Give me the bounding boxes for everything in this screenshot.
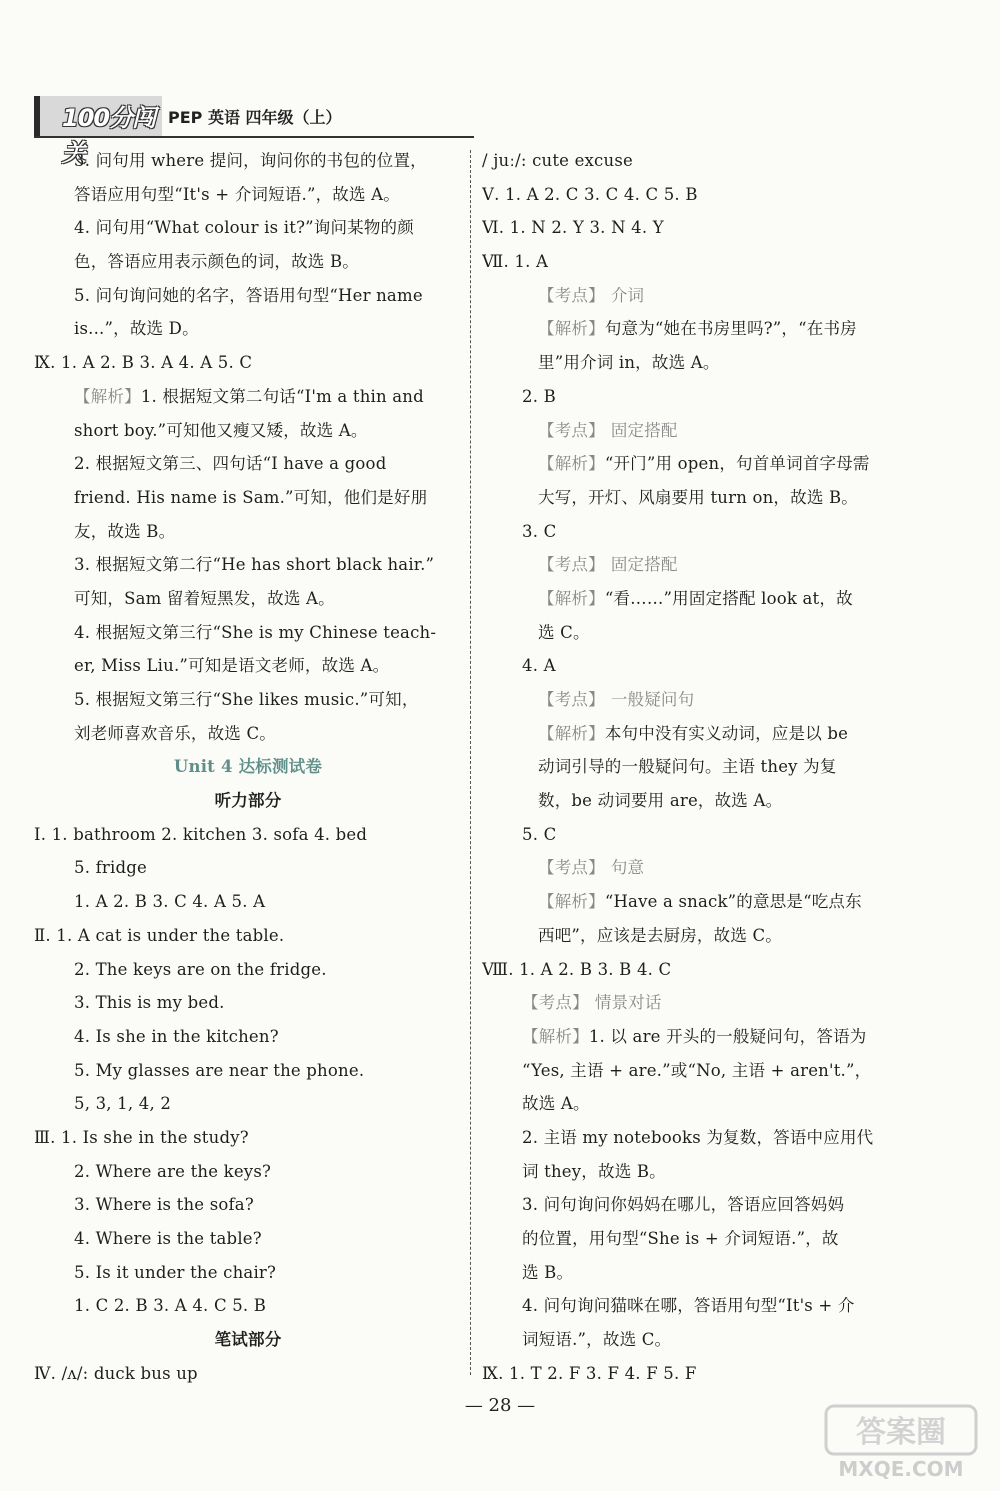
book-title: PEP 英语 四年级（上）	[168, 108, 342, 127]
line-text: 里”用介词 in，故选 A。	[538, 353, 720, 373]
text-line	[482, 986, 902, 1020]
line-text: 刘老师喜欢音乐，故选 C。	[74, 723, 276, 743]
text-line	[482, 346, 902, 380]
line-text: Ⅱ. 1. A cat is under the table.	[34, 925, 285, 945]
line-text: Ⅷ. 1. A 2. B 3. B 4. C	[482, 959, 672, 979]
line-text: 5, 3, 1, 4, 2	[74, 1094, 172, 1114]
section-tag: 【考点】	[538, 858, 605, 878]
line-text: 2. 主语 my notebooks 为复数，答语中应用代	[522, 1127, 874, 1147]
text-line	[34, 515, 462, 549]
text-line	[34, 1155, 462, 1189]
text-line	[34, 414, 462, 448]
text-line	[482, 1357, 902, 1391]
right-column	[482, 144, 902, 1390]
watermark-text: 答案圈	[856, 1415, 946, 1450]
line-text: Ⅳ. /ʌ/: duck bus up	[34, 1363, 198, 1383]
line-text: 4. 问句询问猫咪在哪，答语用句型“It's + 介	[522, 1296, 855, 1316]
text-line	[34, 211, 462, 245]
text-line	[482, 211, 902, 245]
line-text: 答语应用句型“It's + 介词短语.”，故选 A。	[74, 184, 400, 204]
text-line	[34, 582, 462, 616]
header-rule	[34, 136, 474, 138]
line-text: Ⅲ. 1. Is she in the study?	[34, 1127, 249, 1147]
line-text: 3. C	[522, 521, 557, 541]
line-text: 句意为“她在书房里吗?”，“在书房	[604, 319, 857, 339]
section-tag: 【解析】	[522, 1026, 589, 1046]
text-line	[34, 717, 462, 751]
line-text: 介词	[610, 285, 645, 305]
watermark-logo	[820, 1400, 985, 1485]
line-text: Ⅰ. 1. bathroom 2. kitchen 3. sofa 4. bed	[34, 824, 368, 844]
text-line	[482, 851, 902, 885]
line-text: 1. A 2. B 3. C 4. A 5. A	[74, 892, 266, 912]
line-text: Ⅸ. 1. T 2. F 3. F 4. F 5. F	[482, 1363, 697, 1383]
line-text: 一般疑问句	[610, 690, 695, 709]
text-line	[482, 1188, 902, 1222]
logo	[34, 96, 162, 167]
text-line	[482, 1087, 902, 1121]
line-text: 1. C 2. B 3. A 4. C 5. B	[74, 1296, 267, 1316]
line-text: “Have a snack”的意思是“吃点东	[604, 892, 862, 912]
line-text: Unit 4 达标测试卷	[173, 757, 323, 777]
text-line	[34, 1357, 462, 1391]
line-text: 1. 根据短文第二句话“I'm a thin and	[140, 386, 424, 406]
text-line	[34, 1222, 462, 1256]
line-text: 4. 根据短文第三行“She is my Chinese teach-	[74, 622, 437, 642]
section-tag: 【考点】	[538, 420, 605, 440]
line-text: 2. B	[522, 386, 556, 406]
line-text: Ⅴ. 1. A 2. C 3. C 4. C 5. B	[482, 184, 698, 204]
text-line	[34, 1188, 462, 1222]
section-tag: 【解析】	[74, 386, 141, 406]
line-text: short boy.”可知他又瘦又矮，故选 A。	[74, 420, 368, 440]
section-tag: 【考点】	[538, 555, 605, 575]
line-text: 2. Where are the keys?	[74, 1161, 272, 1181]
line-text: 1. 以 are 开头的一般疑问句，答语为	[588, 1026, 867, 1046]
text-line	[34, 683, 462, 717]
line-text: 5. 问句询问她的名字，答语用句型“Her name	[74, 285, 423, 305]
line-text: 4. A	[522, 656, 556, 676]
line-text: 5. 根据短文第三行“She likes music.”可知，	[74, 690, 419, 709]
line-text: friend. His name is Sam.”可知，他们是好朋	[74, 487, 428, 507]
text-line	[482, 515, 902, 549]
section-tag: 【考点】	[522, 993, 589, 1013]
line-text: 词短语.”，故选 C。	[522, 1330, 672, 1350]
text-line	[482, 953, 902, 987]
text-line	[34, 1289, 462, 1323]
line-text: 动词引导的一般疑问句。主语 they 为复	[538, 757, 837, 777]
line-text: 3. Where is the sofa?	[74, 1195, 254, 1215]
line-text: Ⅸ. 1. A 2. B 3. A 4. A 5. C	[34, 353, 253, 373]
text-line	[34, 1323, 462, 1357]
text-line	[34, 885, 462, 919]
text-line	[34, 649, 462, 683]
text-line	[482, 582, 902, 616]
line-text: 听力部分	[214, 791, 282, 811]
text-line	[34, 144, 462, 178]
text-line	[482, 649, 902, 683]
line-text: 西吧”，应该是去厨房，故选 C。	[538, 925, 783, 945]
section-tag: 【解析】	[538, 723, 605, 743]
text-line	[34, 279, 462, 313]
text-line	[34, 481, 462, 515]
line-text: 4. Is she in the kitchen?	[74, 1026, 279, 1046]
text-line	[482, 717, 902, 751]
section-tag: 【考点】	[538, 690, 605, 709]
line-text: 固定搭配	[610, 420, 678, 440]
line-text: 5. C	[522, 824, 557, 844]
section-tag: 【解析】	[538, 892, 605, 912]
column-divider	[470, 150, 471, 1375]
line-text: 选 C。	[538, 622, 590, 642]
page-number: — 28 —	[464, 1395, 536, 1416]
line-text: Ⅵ. 1. N 2. Y 3. N 4. Y	[482, 218, 664, 238]
text-line	[482, 885, 902, 919]
section-tag: 【解析】	[538, 319, 605, 339]
line-text: is...”，故选 D。	[74, 319, 199, 339]
line-text: 2. 根据短文第三、四句话“I have a good	[74, 454, 387, 474]
text-line	[482, 1121, 902, 1155]
text-line	[34, 1087, 462, 1121]
text-line	[34, 447, 462, 481]
line-text: 3. This is my bed.	[74, 993, 225, 1013]
text-line	[34, 548, 462, 582]
text-line	[482, 784, 902, 818]
text-line	[34, 1020, 462, 1054]
line-text: 3. 问句询问你妈妈在哪儿，答语应回答妈妈	[522, 1195, 845, 1215]
text-line	[482, 616, 902, 650]
text-line	[34, 245, 462, 279]
text-line	[34, 818, 462, 852]
line-text: 词 they，故选 B。	[522, 1161, 666, 1181]
text-line	[482, 245, 902, 279]
line-text: 5. fridge	[74, 858, 147, 878]
text-line	[34, 919, 462, 953]
line-text: 3. 问句用 where 提问，询问你的书包的位置，	[74, 151, 427, 170]
text-line	[34, 1121, 462, 1155]
text-line	[34, 851, 462, 885]
text-line	[482, 1289, 902, 1323]
line-text: 故选 A。	[522, 1094, 590, 1114]
line-text: 笔试部分	[214, 1330, 282, 1350]
section-tag: 【解析】	[538, 588, 605, 608]
text-line	[34, 346, 462, 380]
line-text: 大写，开灯、风扇要用 turn on，故选 B。	[538, 487, 858, 507]
text-line	[34, 953, 462, 987]
line-text: 色，答语应用表示颜色的词，故选 B。	[74, 252, 359, 272]
text-line	[482, 178, 902, 212]
logo-text: 100分闯关	[62, 104, 156, 167]
text-line	[34, 1054, 462, 1088]
text-line	[34, 750, 462, 784]
text-line	[482, 1256, 902, 1290]
text-line	[34, 986, 462, 1020]
line-text: 固定搭配	[610, 555, 678, 575]
line-text: 5. My glasses are near the phone.	[74, 1060, 365, 1080]
section-tag: 【考点】	[538, 285, 605, 305]
text-line	[34, 1256, 462, 1290]
line-text: 本句中没有实义动词，应是以 be	[604, 723, 849, 743]
text-line	[482, 1020, 902, 1054]
text-line	[482, 750, 902, 784]
line-text: “看……”用固定搭配 look at，故	[604, 588, 853, 608]
line-text: 友，故选 B。	[74, 521, 176, 541]
section-tag: 【解析】	[538, 454, 605, 474]
text-line	[482, 1155, 902, 1189]
text-line	[482, 380, 902, 414]
text-line	[482, 1222, 902, 1256]
text-line	[482, 1323, 902, 1357]
text-line	[34, 312, 462, 346]
text-line	[482, 1054, 902, 1088]
text-line	[34, 784, 462, 818]
line-text: Ⅶ. 1. A	[482, 252, 549, 272]
line-text: 选 B。	[522, 1262, 574, 1282]
text-line	[482, 818, 902, 852]
text-line	[482, 279, 902, 313]
text-line	[482, 312, 902, 346]
line-text: “Yes, 主语 + are.”或“No, 主语 + aren't.”，	[522, 1060, 872, 1080]
line-text: er, Miss Liu.”可知是语文老师，故选 A。	[74, 656, 390, 676]
text-line	[482, 919, 902, 953]
line-text: “开门”用 open，句首单词首字母需	[604, 454, 870, 474]
line-text: 4. 问句用“What colour is it?”询问某物的颜	[74, 218, 414, 238]
text-line	[482, 481, 902, 515]
line-text: 5. Is it under the chair?	[74, 1262, 277, 1282]
text-line	[34, 178, 462, 212]
text-line	[482, 548, 902, 582]
line-text: 4. Where is the table?	[74, 1229, 262, 1248]
text-line	[482, 414, 902, 448]
line-text: 可知，Sam 留着短黑发，故选 A。	[74, 588, 335, 608]
line-text: 2. The keys are on the fridge.	[74, 959, 327, 979]
watermark-url: MXQE.COM	[838, 1457, 964, 1481]
line-text: 情景对话	[594, 993, 662, 1013]
text-line	[482, 447, 902, 481]
left-column	[34, 144, 462, 1390]
text-line	[34, 616, 462, 650]
line-text: 数，be 动词要用 are，故选 A。	[538, 791, 783, 811]
line-text: 3. 根据短文第二行“He has short black hair.”	[74, 555, 435, 575]
line-text: 的位置，用句型“She is + 介词短语.”，故	[522, 1229, 839, 1248]
text-line	[34, 380, 462, 414]
text-line	[482, 683, 902, 717]
text-line	[482, 144, 902, 178]
line-text: 句意	[610, 858, 645, 878]
line-text: / juː/: cute excuse	[482, 151, 633, 170]
